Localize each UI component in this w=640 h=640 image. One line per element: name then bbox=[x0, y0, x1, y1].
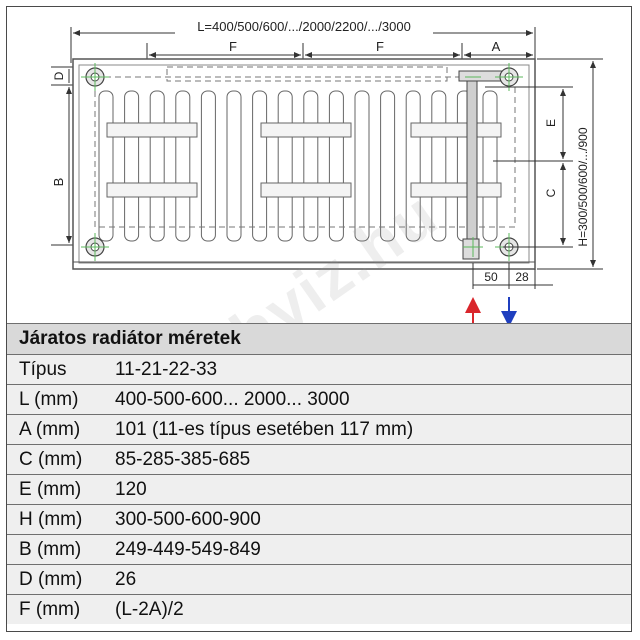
row-value: 120 bbox=[105, 475, 631, 505]
table-row bbox=[7, 475, 631, 505]
table-row bbox=[7, 595, 631, 625]
spec-table-body bbox=[7, 324, 631, 625]
row-value: 249-449-549-849 bbox=[105, 535, 631, 565]
row-label: E (mm) bbox=[7, 475, 105, 505]
row-label: H (mm) bbox=[7, 505, 105, 535]
row-value: 85-285-385-685 bbox=[105, 445, 631, 475]
table-row bbox=[7, 445, 631, 475]
table-row bbox=[7, 355, 631, 385]
spec-table-header bbox=[7, 324, 631, 355]
spec-table bbox=[7, 323, 631, 624]
table-row bbox=[7, 415, 631, 445]
table-row bbox=[7, 565, 631, 595]
row-label: A (mm) bbox=[7, 415, 105, 445]
row-value: (L-2A)/2 bbox=[105, 595, 631, 625]
radiator-svg bbox=[7, 7, 633, 323]
row-value: 300-500-600-900 bbox=[105, 505, 631, 535]
label-H: H=300/500/600/.../900 bbox=[576, 127, 590, 247]
row-label: B (mm) bbox=[7, 535, 105, 565]
row-value: 101 (11-es típus esetében 117 mm) bbox=[105, 415, 631, 445]
radiator-drawing bbox=[7, 7, 633, 323]
row-label: F (mm) bbox=[7, 595, 105, 625]
table-row bbox=[7, 505, 631, 535]
label-28: 28 bbox=[515, 270, 529, 284]
radiator-body bbox=[73, 59, 535, 269]
row-value: 26 bbox=[105, 565, 631, 595]
label-E: E bbox=[544, 118, 558, 128]
table-title: Járatos radiátor méretek bbox=[7, 324, 631, 355]
row-label: D (mm) bbox=[7, 565, 105, 595]
label-F-left: F bbox=[229, 39, 237, 54]
flow-arrows bbox=[473, 297, 509, 323]
frame bbox=[6, 6, 632, 632]
label-B: B bbox=[51, 177, 66, 187]
label-C: C bbox=[544, 188, 558, 198]
row-value: 11-21-22-33 bbox=[105, 355, 631, 385]
label-50: 50 bbox=[484, 270, 498, 284]
row-label: C (mm) bbox=[7, 445, 105, 475]
table-row bbox=[7, 385, 631, 415]
label-D: D bbox=[52, 71, 66, 81]
label-F-right: F bbox=[376, 39, 384, 54]
label-L: L=400/500/600/.../2000/2200/.../3000 bbox=[197, 19, 411, 34]
row-value: 400-500-600... 2000... 3000 bbox=[105, 385, 631, 415]
row-label: Típus bbox=[7, 355, 105, 385]
table-row bbox=[7, 535, 631, 565]
row-label: L (mm) bbox=[7, 385, 105, 415]
watermark: hviz.hu bbox=[217, 177, 451, 371]
label-A: A bbox=[491, 39, 501, 54]
